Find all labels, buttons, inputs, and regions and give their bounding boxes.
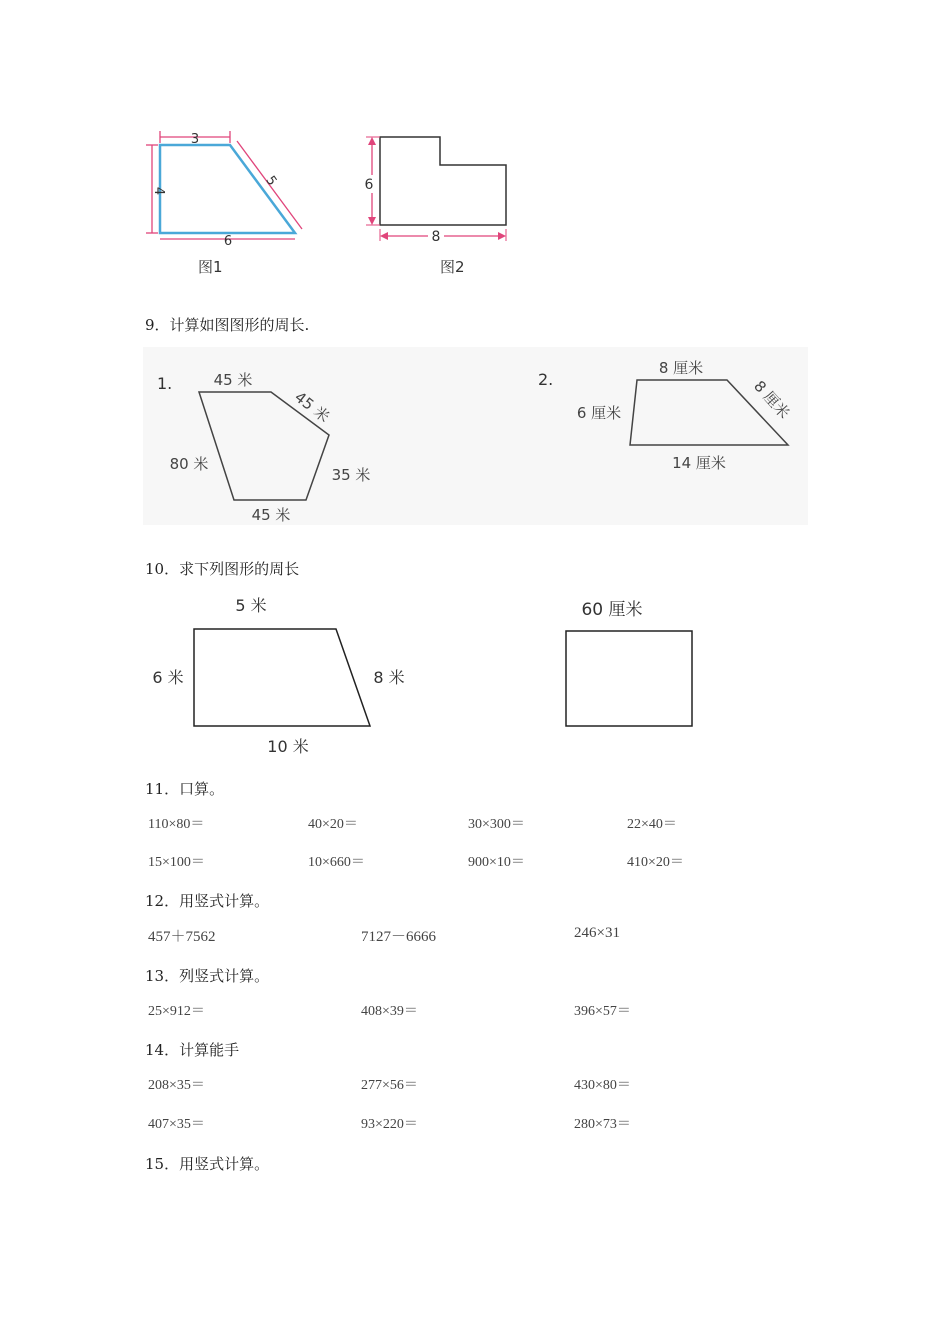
q9-fig1-left: 80 米 <box>169 455 209 473</box>
q11-item: 410×20＝ <box>627 855 684 870</box>
q13-item: 25×912＝ <box>148 1004 205 1019</box>
fig1-top-label: 3 <box>190 132 200 147</box>
fig1-caption: 图1 <box>198 258 223 276</box>
fig1-left-label: 4 <box>151 186 166 196</box>
q13-item: 396×57＝ <box>574 1004 631 1019</box>
q12-title: 12．用竖式计算。 <box>145 892 270 910</box>
q10-fig1-left: 6 米 <box>152 668 184 687</box>
figure-2-l-shape <box>362 137 506 245</box>
q9-fig1-slant: 45 米 <box>291 388 333 427</box>
q11-title: 11．口算。 <box>145 780 225 798</box>
q12-item: 457＋7562 <box>148 929 216 945</box>
fig1-bottom-label: 6 <box>223 234 233 249</box>
fig2-width-label: 8 <box>431 229 441 245</box>
q10-square <box>566 600 692 726</box>
q10-trapezoid <box>152 596 404 756</box>
q9-fig1-right: 35 米 <box>331 466 371 484</box>
q14-item: 407×35＝ <box>148 1117 205 1132</box>
q11-item: 110×80＝ <box>148 817 205 832</box>
q10-title: 10．求下列图形的周长 <box>145 560 300 578</box>
q11-item: 15×100＝ <box>148 855 205 870</box>
q11-item: 10×660＝ <box>308 855 365 870</box>
q9-fig2-top: 8 厘米 <box>658 359 704 377</box>
q9-fig2-bottom: 14 厘米 <box>672 454 726 472</box>
q12-item: 7127－6666 <box>361 929 437 945</box>
q9-fig1-number: 1. <box>157 374 173 393</box>
q15-title: 15．用竖式计算。 <box>145 1155 270 1173</box>
q9-figures <box>143 347 808 525</box>
q9-fig2-right: 8 厘米 <box>750 377 794 423</box>
q10-fig2-top: 60 厘米 <box>581 600 643 620</box>
q11-item: 30×300＝ <box>468 817 525 832</box>
fig1-side-label: 5 <box>262 173 280 189</box>
q10-fig1-bottom: 10 米 <box>267 737 309 756</box>
q14-item: 430×80＝ <box>574 1078 631 1093</box>
fig2-height-label: 6 <box>364 177 374 193</box>
q11-item: 900×10＝ <box>468 855 525 870</box>
q11-item: 40×20＝ <box>308 817 358 832</box>
q14-item: 208×35＝ <box>148 1078 205 1093</box>
figure-1-trapezoid <box>146 131 302 249</box>
q14-title: 14．计算能手 <box>145 1041 240 1059</box>
q9-title: 9．计算如图图形的周长. <box>145 316 310 334</box>
q13-item: 408×39＝ <box>361 1004 418 1019</box>
q13-title: 13．列竖式计算。 <box>145 967 270 985</box>
q9-fig2-number: 2. <box>538 370 554 389</box>
q11-item: 22×40＝ <box>627 817 677 832</box>
q14-item: 277×56＝ <box>361 1078 418 1093</box>
q9-fig1-top: 45 米 <box>213 371 253 389</box>
q10-fig1-right: 8 米 <box>373 668 405 687</box>
q10-figures <box>143 587 703 762</box>
q9-fig1-bottom: 45 米 <box>251 506 291 524</box>
q9-fig2-left: 6 厘米 <box>576 404 622 422</box>
q10-fig1-top: 5 米 <box>235 596 267 615</box>
q14-item: 280×73＝ <box>574 1117 631 1132</box>
q14-item: 93×220＝ <box>361 1117 418 1132</box>
q12-item: 246×31 <box>574 925 620 941</box>
fig2-caption: 图2 <box>440 258 465 276</box>
